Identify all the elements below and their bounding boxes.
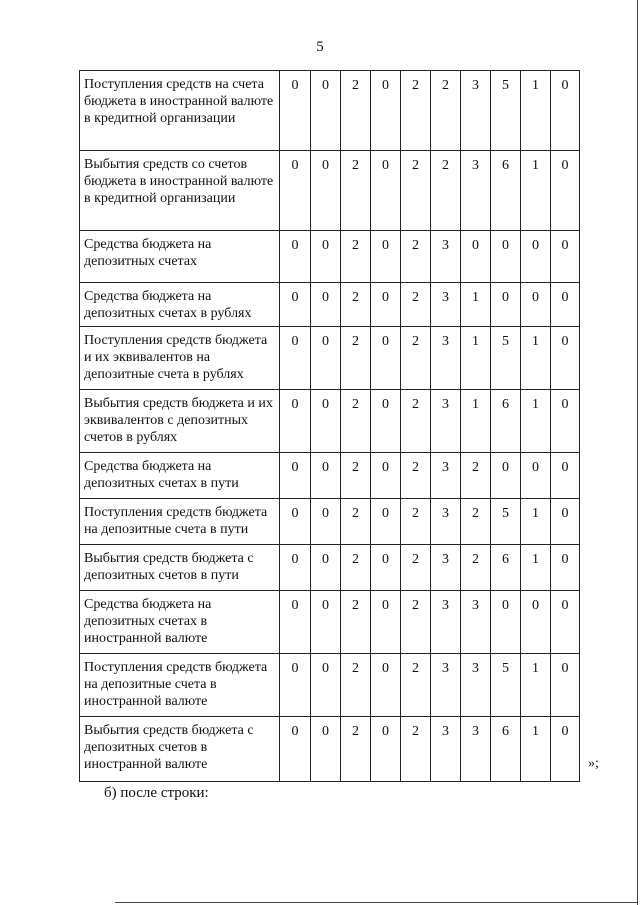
code-digit-cell: 3: [461, 591, 491, 654]
code-digit-cell: 0: [551, 71, 580, 151]
code-digit-cell: 0: [521, 453, 551, 499]
code-digit-cell: 0: [280, 453, 311, 499]
code-digit-cell: 3: [431, 717, 461, 782]
code-digit-cell: 0: [521, 231, 551, 283]
code-digit-cell: 0: [311, 545, 341, 591]
code-digit-cell: 0: [491, 231, 521, 283]
row-label: Выбытия средств бюджета с депозитных счетов в пути: [80, 545, 280, 591]
code-digit-cell: 0: [551, 453, 580, 499]
table-row: [80, 71, 580, 151]
code-digit-cell: 1: [461, 390, 491, 453]
code-digit-cell: 0: [551, 327, 580, 390]
row-label: Поступления средств бюджета на депозитные счета в пути: [80, 499, 280, 545]
code-digit-cell: 2: [401, 231, 431, 283]
code-digit-cell: 0: [551, 717, 580, 782]
code-digit-cell: 0: [461, 231, 491, 283]
code-digit-cell: 2: [341, 283, 371, 327]
code-digit-cell: 2: [341, 327, 371, 390]
code-digit-cell: 0: [311, 591, 341, 654]
code-digit-cell: 0: [311, 453, 341, 499]
code-digit-cell: 0: [551, 499, 580, 545]
code-digit-cell: 2: [341, 499, 371, 545]
budget-codes-table: [79, 70, 580, 782]
row-label: Средства бюджета на депозитных счетах в рублях: [80, 283, 280, 327]
table-row: [80, 283, 580, 327]
code-digit-cell: 2: [401, 717, 431, 782]
scan-edge-bottom: [115, 902, 638, 903]
code-digit-cell: 0: [371, 390, 401, 453]
code-digit-cell: 1: [461, 283, 491, 327]
code-digit-cell: 6: [491, 717, 521, 782]
code-digit-cell: 0: [371, 499, 401, 545]
code-digit-cell: 0: [521, 283, 551, 327]
code-digit-cell: 2: [401, 545, 431, 591]
code-digit-cell: 1: [521, 499, 551, 545]
code-digit-cell: 0: [371, 717, 401, 782]
code-digit-cell: 0: [311, 499, 341, 545]
code-digit-cell: 0: [551, 654, 580, 717]
code-digit-cell: 3: [431, 453, 461, 499]
row-label: Выбытия средств бюджета с депозитных счетов в иностранной валюте: [80, 717, 280, 782]
code-digit-cell: 3: [431, 390, 461, 453]
code-digit-cell: 0: [311, 231, 341, 283]
code-digit-cell: 2: [341, 390, 371, 453]
code-digit-cell: 3: [431, 231, 461, 283]
code-digit-cell: 1: [461, 327, 491, 390]
code-digit-cell: 2: [461, 499, 491, 545]
code-digit-cell: 6: [491, 151, 521, 231]
code-digit-cell: 1: [521, 151, 551, 231]
table-row: [80, 499, 580, 545]
code-digit-cell: 2: [431, 71, 461, 151]
code-digit-cell: 2: [401, 151, 431, 231]
table-row: [80, 717, 580, 782]
code-digit-cell: 2: [401, 390, 431, 453]
code-digit-cell: 1: [521, 390, 551, 453]
code-digit-cell: 1: [521, 71, 551, 151]
row-label: Поступления средств на счета бюджета в иностранной валюте в кредитной организации: [80, 71, 280, 151]
code-digit-cell: 2: [341, 71, 371, 151]
table-row: [80, 591, 580, 654]
code-digit-cell: 0: [551, 390, 580, 453]
code-digit-cell: 0: [371, 327, 401, 390]
code-digit-cell: 6: [491, 545, 521, 591]
code-digit-cell: 2: [341, 717, 371, 782]
code-digit-cell: 0: [311, 71, 341, 151]
code-digit-cell: 0: [371, 71, 401, 151]
code-digit-cell: 2: [461, 453, 491, 499]
row-label: Поступления средств бюджета и их эквивалентов на депозитные счета в рублях: [80, 327, 280, 390]
code-digit-cell: 3: [431, 499, 461, 545]
code-digit-cell: 1: [521, 717, 551, 782]
code-digit-cell: 2: [341, 591, 371, 654]
code-digit-cell: 3: [431, 591, 461, 654]
code-digit-cell: 2: [401, 283, 431, 327]
code-digit-cell: 0: [311, 390, 341, 453]
table-row: [80, 151, 580, 231]
code-digit-cell: 2: [431, 151, 461, 231]
code-digit-cell: 0: [551, 283, 580, 327]
code-digit-cell: 0: [280, 390, 311, 453]
code-digit-cell: 2: [401, 453, 431, 499]
table-row: [80, 654, 580, 717]
code-digit-cell: 2: [341, 654, 371, 717]
code-digit-cell: 0: [280, 545, 311, 591]
code-digit-cell: 0: [491, 283, 521, 327]
code-digit-cell: 5: [491, 499, 521, 545]
code-digit-cell: 3: [461, 151, 491, 231]
code-digit-cell: 0: [551, 151, 580, 231]
following-text: б) после строки:: [104, 785, 209, 801]
code-digit-cell: 0: [371, 231, 401, 283]
code-digit-cell: 0: [551, 231, 580, 283]
code-digit-cell: 0: [521, 591, 551, 654]
code-digit-cell: 0: [371, 545, 401, 591]
code-digit-cell: 2: [401, 591, 431, 654]
code-digit-cell: 0: [371, 654, 401, 717]
row-label: Поступления средств бюджета на депозитные счета в иностранной валюте: [80, 654, 280, 717]
code-digit-cell: 0: [280, 327, 311, 390]
code-digit-cell: 0: [280, 283, 311, 327]
code-digit-cell: 0: [280, 151, 311, 231]
code-digit-cell: 3: [431, 283, 461, 327]
code-digit-cell: 6: [491, 390, 521, 453]
row-label: Выбытия средств бюджета и их эквивалентов с депозитных счетов в рублях: [80, 390, 280, 453]
code-digit-cell: 3: [461, 71, 491, 151]
code-digit-cell: 0: [311, 283, 341, 327]
code-digit-cell: 5: [491, 71, 521, 151]
scan-edge-right: [637, 0, 638, 905]
code-digit-cell: 2: [461, 545, 491, 591]
code-digit-cell: 1: [521, 545, 551, 591]
code-digit-cell: 2: [401, 327, 431, 390]
code-digit-cell: 0: [280, 499, 311, 545]
code-digit-cell: 0: [371, 283, 401, 327]
closing-quote-mark: »;: [588, 756, 599, 771]
row-label: Средства бюджета на депозитных счетах в иностранной валюте: [80, 591, 280, 654]
code-digit-cell: 0: [280, 71, 311, 151]
page-number: 5: [316, 39, 324, 55]
code-digit-cell: 0: [280, 654, 311, 717]
code-digit-cell: 0: [371, 453, 401, 499]
code-digit-cell: 2: [401, 499, 431, 545]
code-digit-cell: 0: [311, 327, 341, 390]
code-digit-cell: 2: [401, 71, 431, 151]
code-digit-cell: 0: [551, 591, 580, 654]
row-label: Средства бюджета на депозитных счетах в пути: [80, 453, 280, 499]
row-label: Средства бюджета на депозитных счетах: [80, 231, 280, 283]
code-digit-cell: 3: [431, 545, 461, 591]
code-digit-cell: 0: [280, 231, 311, 283]
code-digit-cell: 3: [461, 654, 491, 717]
code-digit-cell: 0: [280, 717, 311, 782]
code-digit-cell: 1: [521, 327, 551, 390]
code-digit-cell: 5: [491, 654, 521, 717]
table-row: [80, 390, 580, 453]
code-digit-cell: 0: [491, 591, 521, 654]
code-digit-cell: 0: [371, 591, 401, 654]
code-digit-cell: 0: [491, 453, 521, 499]
code-digit-cell: 0: [311, 654, 341, 717]
code-digit-cell: 2: [401, 654, 431, 717]
code-digit-cell: 0: [311, 151, 341, 231]
table-row: [80, 545, 580, 591]
code-digit-cell: 5: [491, 327, 521, 390]
code-digit-cell: 0: [371, 151, 401, 231]
code-digit-cell: 2: [341, 453, 371, 499]
code-digit-cell: 2: [341, 545, 371, 591]
row-label: Выбытия средств со счетов бюджета в иностранной валюте в кредитной организации: [80, 151, 280, 231]
code-digit-cell: 0: [551, 545, 580, 591]
code-digit-cell: 2: [341, 151, 371, 231]
code-digit-cell: 2: [341, 231, 371, 283]
code-digit-cell: 0: [311, 717, 341, 782]
code-digit-cell: 1: [521, 654, 551, 717]
code-digit-cell: 3: [431, 654, 461, 717]
table-row: [80, 453, 580, 499]
code-digit-cell: 0: [280, 591, 311, 654]
table-row: [80, 231, 580, 283]
table-row: [80, 327, 580, 390]
code-digit-cell: 3: [461, 717, 491, 782]
code-digit-cell: 3: [431, 327, 461, 390]
table-body: [80, 71, 580, 782]
